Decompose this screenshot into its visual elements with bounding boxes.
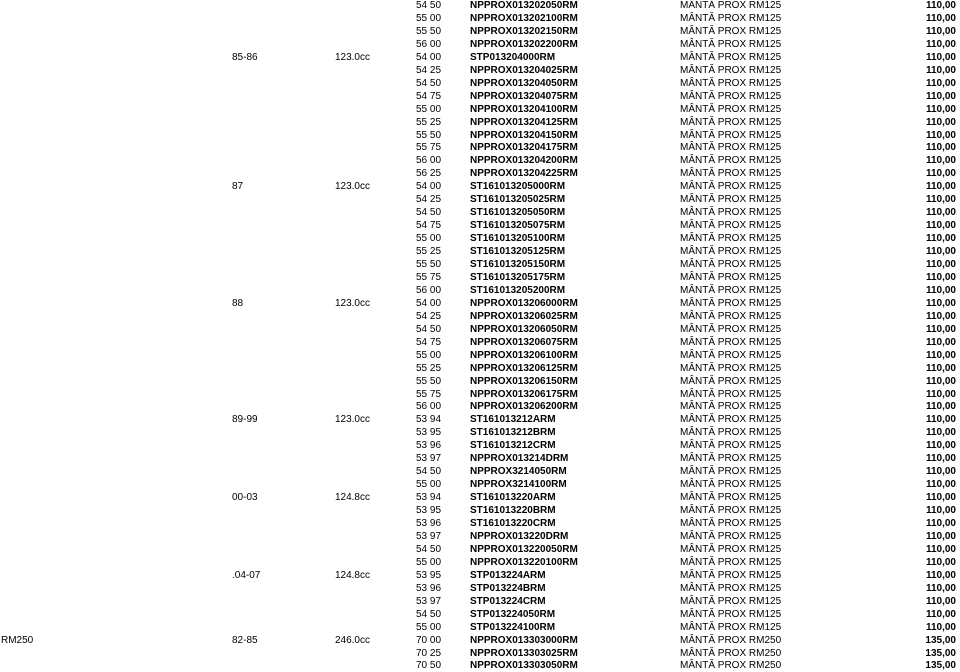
description-cell: MÂNTĂ PROX RM125 — [680, 505, 782, 517]
part-code-cell: NPPROX013214DRM — [470, 453, 569, 465]
price-cell: 110,00 — [925, 116, 956, 128]
price-cell: 110,00 — [925, 259, 956, 270]
part-code-cell: ST161013205000RM — [470, 181, 566, 193]
description-cell: MÂNTĂ PROX RM125 — [680, 349, 782, 361]
cc-cell: 246.0cc — [334, 634, 370, 646]
description-cell: MÂNTĂ PROX RM125 — [680, 116, 782, 128]
table-row — [0, 376, 960, 388]
description-cell: MÂNTĂ PROX RM125 — [680, 582, 782, 594]
description-cell: MÂNTĂ PROX RM125 — [680, 401, 782, 413]
part-code-cell: NPPROX013206200RM — [470, 401, 578, 413]
part-code-cell: NPPROX013202150RM — [470, 25, 578, 37]
years-cell: 82-85 — [232, 634, 258, 646]
price-cell: 110,00 — [925, 440, 956, 452]
price-cell: 110,00 — [925, 453, 956, 465]
table-row — [0, 39, 960, 51]
description-cell: MÂNTĂ PROX RM125 — [680, 220, 782, 232]
size-cell: 55 50 — [416, 129, 442, 141]
table-row — [0, 583, 960, 595]
size-cell: 55 75 — [416, 388, 442, 400]
table-row — [0, 440, 960, 452]
price-cell: 110,00 — [925, 271, 956, 283]
part-code-cell: ST161013205125RM — [470, 246, 566, 258]
description-cell: MÂNTĂ PROX RM125 — [680, 142, 782, 154]
size-cell: 55 75 — [416, 142, 442, 154]
size-cell: 54 25 — [416, 310, 442, 322]
part-code-cell: NPPROX013204050RM — [470, 77, 578, 89]
size-cell: 55 00 — [416, 621, 442, 633]
table-row — [0, 168, 960, 180]
description-cell: MÂNTĂ PROX RM125 — [680, 427, 782, 439]
years-cell: 00-03 — [232, 492, 258, 504]
part-code-cell: NPPROX013206075RM — [470, 336, 578, 348]
size-cell: 54 25 — [416, 194, 442, 206]
description-cell: MÂNTĂ PROX RM125 — [680, 543, 782, 555]
table-row — [0, 233, 960, 245]
description-cell: MÂNTĂ PROX RM125 — [680, 90, 782, 102]
description-cell: MÂNTĂ PROX RM125 — [680, 492, 782, 504]
size-cell: 55 00 — [416, 103, 442, 115]
description-cell: MÂNTĂ PROX RM125 — [680, 556, 782, 568]
price-cell: 110,00 — [925, 207, 956, 219]
description-cell: MÂNTĂ PROX RM125 — [680, 0, 782, 11]
size-cell: 55 00 — [416, 349, 442, 361]
table-row — [0, 453, 960, 465]
price-cell: 110,00 — [925, 556, 956, 568]
price-cell: 110,00 — [925, 336, 956, 348]
price-cell: 110,00 — [925, 362, 956, 374]
part-code-cell: ST161013212BRM — [470, 427, 556, 439]
price-cell: 110,00 — [925, 349, 956, 361]
cc-cell: 123.0cc — [334, 414, 370, 426]
description-cell: MÂNTĂ PROX RM125 — [680, 168, 782, 180]
description-cell: MÂNTĂ PROX RM125 — [680, 336, 782, 348]
size-cell: 54 50 — [416, 466, 442, 478]
part-code-cell: ST161013212ARM — [470, 414, 556, 426]
table-row — [0, 518, 960, 530]
cc-cell: 123.0cc — [334, 181, 370, 193]
description-cell: MÂNTĂ PROX RM125 — [680, 453, 782, 465]
size-cell: 54 50 — [416, 77, 442, 89]
table-row — [0, 427, 960, 439]
description-cell: MÂNTĂ PROX RM125 — [680, 194, 782, 206]
part-code-cell: NPPROX013204225RM — [470, 168, 578, 180]
years-cell: 89-99 — [232, 414, 258, 426]
description-cell: MÂNTĂ PROX RM125 — [680, 621, 782, 633]
part-code-cell: NPPROX013303000RM — [470, 634, 578, 646]
part-code-cell: NPPROX013206025RM — [470, 310, 578, 322]
size-cell: 54 50 — [416, 608, 442, 620]
size-cell: 53 96 — [416, 518, 442, 529]
part-code-cell: NPPROX013206150RM — [470, 375, 578, 387]
part-code-cell: ST161013205200RM — [470, 284, 566, 296]
part-code-cell: ST161013220ARM — [470, 492, 556, 504]
description-cell: MÂNTĂ PROX RM250 — [680, 634, 782, 646]
part-code-cell: STP013204000RM — [470, 51, 556, 63]
size-cell: 55 00 — [416, 479, 442, 491]
part-code-cell: NPPROX013204175RM — [470, 142, 578, 154]
size-cell: 53 95 — [416, 427, 442, 439]
price-cell: 110,00 — [925, 595, 956, 607]
cc-cell: 123.0cc — [334, 51, 370, 63]
price-cell: 110,00 — [925, 51, 956, 63]
size-cell: 54 50 — [416, 207, 442, 219]
part-code-cell: NPPROX013204125RM — [470, 116, 578, 128]
table-row — [0, 350, 960, 362]
table-row — [0, 13, 960, 25]
price-cell: 110,00 — [925, 181, 956, 193]
price-cell: 110,00 — [925, 518, 956, 529]
description-cell: MÂNTĂ PROX RM125 — [680, 129, 782, 141]
table-row — [0, 492, 960, 504]
price-cell: 110,00 — [925, 246, 956, 258]
size-cell: 53 96 — [416, 582, 442, 594]
price-cell: 110,00 — [925, 297, 956, 309]
price-cell: 110,00 — [925, 103, 956, 115]
table-row — [0, 311, 960, 323]
description-cell: MÂNTĂ PROX RM250 — [680, 647, 782, 659]
part-code-cell: NPPROX013206175RM — [470, 388, 578, 400]
part-code-cell: NPPROX013206000RM — [470, 297, 578, 309]
price-cell: 110,00 — [925, 129, 956, 141]
part-code-cell: ST161013205075RM — [470, 220, 566, 232]
description-cell: MÂNTĂ PROX RM125 — [680, 375, 782, 387]
size-cell: 55 00 — [416, 556, 442, 568]
table-row — [0, 324, 960, 336]
description-cell: MÂNTĂ PROX RM125 — [680, 530, 782, 542]
price-cell: 110,00 — [925, 0, 956, 11]
table-row — [0, 181, 960, 193]
description-cell: MÂNTĂ PROX RM125 — [680, 103, 782, 115]
size-cell: 55 75 — [416, 271, 442, 283]
price-cell: 110,00 — [925, 90, 956, 102]
part-code-cell: NPPROX013303050RM — [470, 660, 578, 672]
size-cell: 55 00 — [416, 233, 442, 245]
description-cell: MÂNTĂ PROX RM125 — [680, 297, 782, 309]
description-cell: MÂNTĂ PROX RM125 — [680, 155, 782, 167]
description-cell: MÂNTĂ PROX RM125 — [680, 362, 782, 374]
table-row — [0, 570, 960, 582]
price-cell: 110,00 — [925, 375, 956, 387]
size-cell: 54 50 — [416, 323, 442, 335]
price-cell: 110,00 — [925, 38, 956, 50]
cc-cell: 124.8cc — [334, 569, 370, 581]
table-row — [0, 298, 960, 310]
table-row — [0, 272, 960, 284]
price-cell: 110,00 — [925, 505, 956, 517]
description-cell: MÂNTĂ PROX RM125 — [680, 233, 782, 245]
part-code-cell: STP013224BRM — [470, 582, 546, 594]
price-cell: 110,00 — [925, 530, 956, 542]
part-code-cell: NPPROX013220DRM — [470, 530, 569, 542]
size-cell: 56 00 — [416, 401, 442, 413]
price-cell: 110,00 — [925, 310, 956, 322]
description-cell: MÂNTĂ PROX RM125 — [680, 207, 782, 219]
part-code-cell: NPPROX013204100RM — [470, 103, 578, 115]
description-cell: MÂNTĂ PROX RM125 — [680, 414, 782, 426]
part-code-cell: ST161013212CRM — [470, 440, 556, 452]
price-cell: 135,00 — [925, 634, 956, 646]
size-cell: 53 97 — [416, 530, 442, 542]
table-row — [0, 26, 960, 38]
years-cell: 88 — [232, 297, 244, 309]
table-row — [0, 78, 960, 90]
part-code-cell: NPPROX013303025RM — [470, 647, 578, 659]
price-cell: 110,00 — [925, 608, 956, 620]
years-cell: 87 — [232, 181, 244, 193]
part-code-cell: NPPROX3214050RM — [470, 466, 567, 478]
description-cell: MÂNTĂ PROX RM125 — [680, 259, 782, 270]
table-row — [0, 660, 960, 672]
table-row — [0, 622, 960, 634]
description-cell: MÂNTĂ PROX RM125 — [680, 466, 782, 478]
years-cell: .04-07 — [232, 569, 261, 581]
description-cell: MÂNTĂ PROX RM125 — [680, 181, 782, 193]
part-code-cell: NPPROX013204025RM — [470, 64, 578, 76]
size-cell: 55 50 — [416, 25, 442, 37]
price-cell: 110,00 — [925, 543, 956, 555]
table-row — [0, 479, 960, 491]
size-cell: 53 95 — [416, 569, 442, 581]
part-code-cell: NPPROX013206100RM — [470, 349, 578, 361]
table-row — [0, 531, 960, 543]
price-cell: 110,00 — [925, 25, 956, 37]
part-code-cell: ST161013205025RM — [470, 194, 566, 206]
part-code-cell: NPPROX013204150RM — [470, 129, 578, 141]
size-cell: 53 97 — [416, 453, 442, 465]
price-cell: 110,00 — [925, 569, 956, 581]
table-row — [0, 142, 960, 154]
price-cell: 110,00 — [925, 621, 956, 633]
description-cell: MÂNTĂ PROX RM125 — [680, 479, 782, 491]
table-row — [0, 466, 960, 478]
cc-cell: 123.0cc — [334, 297, 370, 309]
price-cell: 110,00 — [925, 12, 956, 24]
price-cell: 110,00 — [925, 155, 956, 167]
price-cell: 110,00 — [925, 220, 956, 232]
size-cell: 54 50 — [416, 543, 442, 555]
part-code-cell: NPPROX013204200RM — [470, 155, 578, 167]
table-row — [0, 648, 960, 660]
part-code-cell: STP013224050RM — [470, 608, 556, 620]
price-cell: 110,00 — [925, 479, 956, 491]
table-row — [0, 91, 960, 103]
years-cell: 85-86 — [232, 51, 258, 63]
price-cell: 135,00 — [925, 660, 956, 672]
table-row — [0, 246, 960, 258]
part-code-cell: ST161013205100RM — [470, 233, 566, 245]
part-code-cell: STP013224CRM — [470, 595, 546, 607]
part-code-cell: ST161013205050RM — [470, 207, 566, 219]
table-row — [0, 194, 960, 206]
description-cell: MÂNTĂ PROX RM250 — [680, 660, 782, 672]
size-cell: 55 25 — [416, 246, 442, 258]
table-row — [0, 0, 960, 12]
size-cell: 53 95 — [416, 505, 442, 517]
size-cell: 54 75 — [416, 336, 442, 348]
price-cell: 110,00 — [925, 64, 956, 76]
size-cell: 55 00 — [416, 12, 442, 24]
part-code-cell: ST161013205175RM — [470, 271, 566, 283]
size-cell: 54 50 — [416, 0, 442, 11]
table-row — [0, 414, 960, 426]
part-code-cell: STP013224ARM — [470, 569, 546, 581]
part-code-cell: STP013224100RM — [470, 621, 556, 633]
table-row — [0, 609, 960, 621]
size-cell: 55 50 — [416, 375, 442, 387]
description-cell: MÂNTĂ PROX RM125 — [680, 77, 782, 89]
description-cell: MÂNTĂ PROX RM125 — [680, 64, 782, 76]
description-cell: MÂNTĂ PROX RM125 — [680, 51, 782, 63]
table-row — [0, 505, 960, 517]
size-cell: 54 75 — [416, 220, 442, 232]
description-cell: MÂNTĂ PROX RM125 — [680, 310, 782, 322]
size-cell: 70 00 — [416, 634, 442, 646]
table-row — [0, 117, 960, 129]
part-code-cell: NPPROX013220100RM — [470, 556, 578, 568]
description-cell: MÂNTĂ PROX RM125 — [680, 323, 782, 335]
description-cell: MÂNTĂ PROX RM125 — [680, 608, 782, 620]
table-row — [0, 130, 960, 142]
part-code-cell: NPPROX013202100RM — [470, 12, 578, 24]
size-cell: 54 00 — [416, 297, 442, 309]
table-row — [0, 557, 960, 569]
table-row — [0, 401, 960, 413]
description-cell: MÂNTĂ PROX RM125 — [680, 246, 782, 258]
description-cell: MÂNTĂ PROX RM125 — [680, 38, 782, 50]
price-cell: 110,00 — [925, 194, 956, 206]
size-cell: 54 75 — [416, 90, 442, 102]
price-cell: 110,00 — [925, 77, 956, 89]
part-code-cell: NPPROX013202200RM — [470, 38, 578, 50]
size-cell: 53 94 — [416, 414, 442, 426]
size-cell: 53 94 — [416, 492, 442, 504]
table-row — [0, 544, 960, 556]
part-code-cell: ST161013205150RM — [470, 259, 566, 270]
size-cell: 56 00 — [416, 155, 442, 167]
price-cell: 110,00 — [925, 168, 956, 180]
size-cell: 56 25 — [416, 168, 442, 180]
description-cell: MÂNTĂ PROX RM125 — [680, 271, 782, 283]
cc-cell: 124.8cc — [334, 492, 370, 504]
size-cell: 53 96 — [416, 440, 442, 452]
size-cell: 55 25 — [416, 362, 442, 374]
part-code-cell: NPPROX013206125RM — [470, 362, 578, 374]
price-cell: 110,00 — [925, 466, 956, 478]
size-cell: 54 00 — [416, 51, 442, 63]
price-cell: 110,00 — [925, 233, 956, 245]
description-cell: MÂNTĂ PROX RM125 — [680, 440, 782, 452]
price-cell: 110,00 — [925, 414, 956, 426]
size-cell: 70 25 — [416, 647, 442, 659]
description-cell: MÂNTĂ PROX RM125 — [680, 284, 782, 296]
price-cell: 110,00 — [925, 492, 956, 504]
description-cell: MÂNTĂ PROX RM125 — [680, 518, 782, 529]
price-cell: 110,00 — [925, 427, 956, 439]
part-code-cell: ST161013220BRM — [470, 505, 556, 517]
size-cell: 56 00 — [416, 38, 442, 50]
description-cell: MÂNTĂ PROX RM125 — [680, 25, 782, 37]
price-cell: 110,00 — [925, 142, 956, 154]
table-row — [0, 52, 960, 64]
table-row — [0, 207, 960, 219]
table-row — [0, 596, 960, 608]
price-cell: 110,00 — [925, 388, 956, 400]
part-code-cell: ST161013220CRM — [470, 518, 556, 529]
size-cell: 55 50 — [416, 259, 442, 270]
description-cell: MÂNTĂ PROX RM125 — [680, 388, 782, 400]
table-row — [0, 65, 960, 77]
table-row — [0, 259, 960, 271]
price-cell: 110,00 — [925, 323, 956, 335]
part-code-cell: NPPROX013204075RM — [470, 90, 578, 102]
price-cell: 110,00 — [925, 284, 956, 296]
part-code-cell: NPPROX3214100RM — [470, 479, 567, 491]
table-row — [0, 104, 960, 116]
part-code-cell: NPPROX013206050RM — [470, 323, 578, 335]
table-row — [0, 337, 960, 349]
table-row — [0, 155, 960, 167]
size-cell: 53 97 — [416, 595, 442, 607]
description-cell: MÂNTĂ PROX RM125 — [680, 595, 782, 607]
size-cell: 56 00 — [416, 284, 442, 296]
part-code-cell: NPPROX013220050RM — [470, 543, 578, 555]
table-row — [0, 285, 960, 297]
size-cell: 54 00 — [416, 181, 442, 193]
description-cell: MÂNTĂ PROX RM125 — [680, 12, 782, 24]
model-cell: RM250 — [1, 634, 34, 646]
table-row — [0, 389, 960, 401]
price-cell: 135,00 — [925, 647, 956, 659]
size-cell: 55 25 — [416, 116, 442, 128]
price-cell: 110,00 — [925, 582, 956, 594]
price-cell: 110,00 — [925, 401, 956, 413]
table-row — [0, 220, 960, 232]
size-cell: 54 25 — [416, 64, 442, 76]
table-row — [0, 363, 960, 375]
part-code-cell: NPPROX013202050RM — [470, 0, 578, 11]
table-row — [0, 635, 960, 647]
description-cell: MÂNTĂ PROX RM125 — [680, 569, 782, 581]
size-cell: 70 50 — [416, 660, 442, 672]
